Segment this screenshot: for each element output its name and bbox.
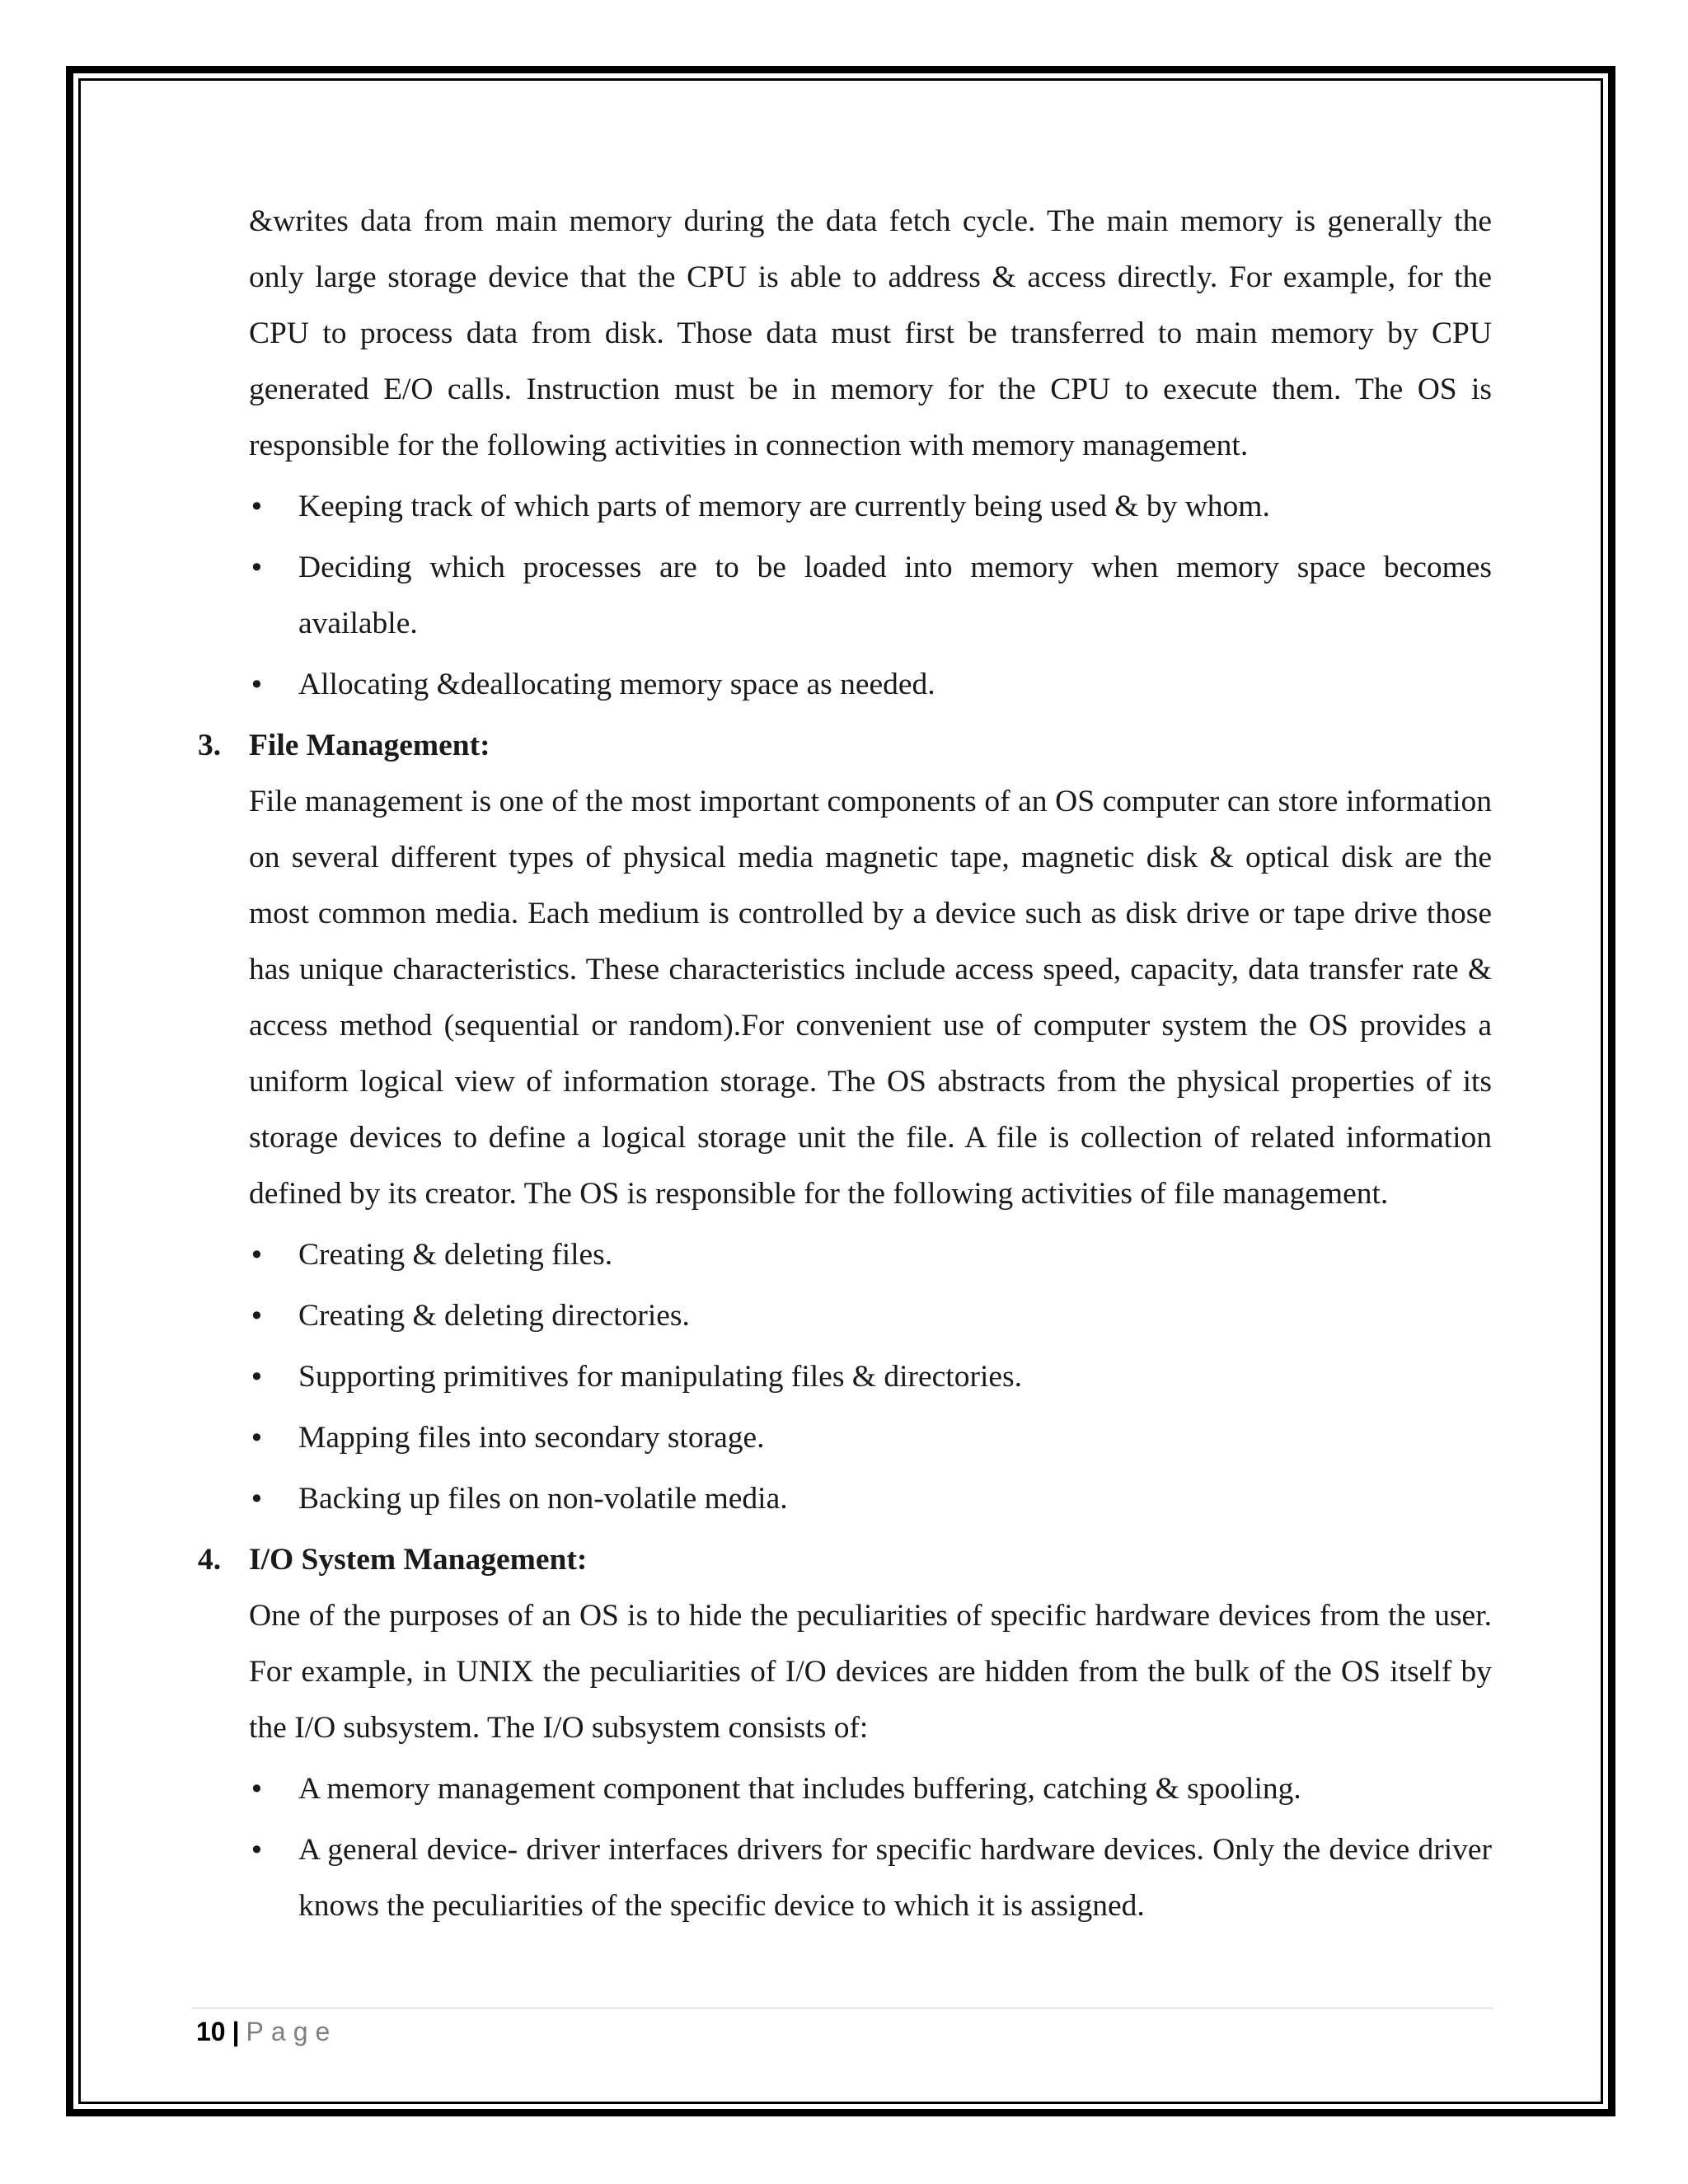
file-paragraph: File management is one of the most important components of an OS computer can store information on several different types of physical media magnetic tape, magnetic disk & optical disk are the most common media. Each medium is controlled by a device such as disk drive or tape drive those has unique characteristics. These characteristics include access speed, capacity, data transfer rate & access method (sequential or random).For convenient use of computer system the OS provides a uniform logical view of information storage. The OS abstracts from the physical properties of its storage devices to define a logical storage unit the file. A file is collection of related information defined by its creator. The OS is responsible for the following activities of file management. bbox=[249, 785, 1492, 1211]
list-item: • Deciding which processes are to be loaded into memory when memory space becomes available. bbox=[298, 540, 1492, 652]
page-label: Page bbox=[246, 2017, 338, 2046]
bullet-icon: • bbox=[249, 552, 265, 583]
section-heading-io-management bbox=[190, 1532, 1492, 1588]
list-item: • A memory management component that includes buffering, catching & spooling. bbox=[298, 1761, 1492, 1817]
section-title: I/O System Management: bbox=[249, 1543, 588, 1577]
page-footer bbox=[196, 2011, 337, 2052]
section-number: 4. bbox=[198, 1543, 222, 1577]
bullet-icon: • bbox=[249, 1774, 265, 1805]
bullet-icon: • bbox=[249, 1835, 265, 1866]
list-item: • Creating & deleting directories. bbox=[298, 1288, 1492, 1344]
memory-bullet-list bbox=[190, 479, 1492, 713]
document-body bbox=[190, 194, 1492, 1939]
list-item: • Keeping track of which parts of memory are currently being used & by whom. bbox=[298, 479, 1492, 535]
memory-paragraph: &writes data from main memory during the data fetch cycle. The main memory is generally the only large storage device that the CPU is able to address & access directly. For example, for the CPU to process data from disk. Those data must first be transferred to main memory by CPU generated E/O calls. Instruction must be in memory for the CPU to execute them. The OS is responsible for the following activities in connection with memory management. bbox=[249, 204, 1492, 462]
footer-separator: | bbox=[232, 2017, 240, 2046]
bullet-icon: • bbox=[249, 669, 265, 701]
bullet-icon: • bbox=[249, 1483, 265, 1515]
bullet-icon: • bbox=[249, 1301, 265, 1332]
section-heading-file-management bbox=[190, 718, 1492, 774]
list-item: • A general device- driver interfaces drivers for specific hardware devices. Only the device driver knows the peculiarities of the specific device to which it is assigned. bbox=[298, 1822, 1492, 1934]
list-item: • Mapping files into secondary storage. bbox=[298, 1410, 1492, 1466]
list-item: • Allocating &deallocating memory space as needed. bbox=[298, 657, 1492, 713]
list-item: • Creating & deleting files. bbox=[298, 1227, 1492, 1283]
file-bullet-list bbox=[190, 1227, 1492, 1527]
list-item: • Backing up files on non-volatile media. bbox=[298, 1471, 1492, 1527]
bullet-icon: • bbox=[249, 1361, 265, 1393]
io-bullet-list bbox=[190, 1761, 1492, 1934]
bullet-icon: • bbox=[249, 1240, 265, 1271]
section-title: File Management: bbox=[249, 729, 490, 762]
bullet-icon: • bbox=[249, 491, 265, 523]
io-paragraph: One of the purposes of an OS is to hide the peculiarities of specific hardware devices from the user. For example, in UNIX the peculiarities of I/O devices are hidden from the bulk of the OS itself by the I/O subsystem. The I/O subsystem consists of: bbox=[249, 1599, 1492, 1745]
section-number: 3. bbox=[198, 729, 222, 762]
page-number: 10 bbox=[196, 2017, 226, 2046]
list-item: • Supporting primitives for manipulating files & directories. bbox=[298, 1349, 1492, 1405]
bullet-icon: • bbox=[249, 1422, 265, 1454]
